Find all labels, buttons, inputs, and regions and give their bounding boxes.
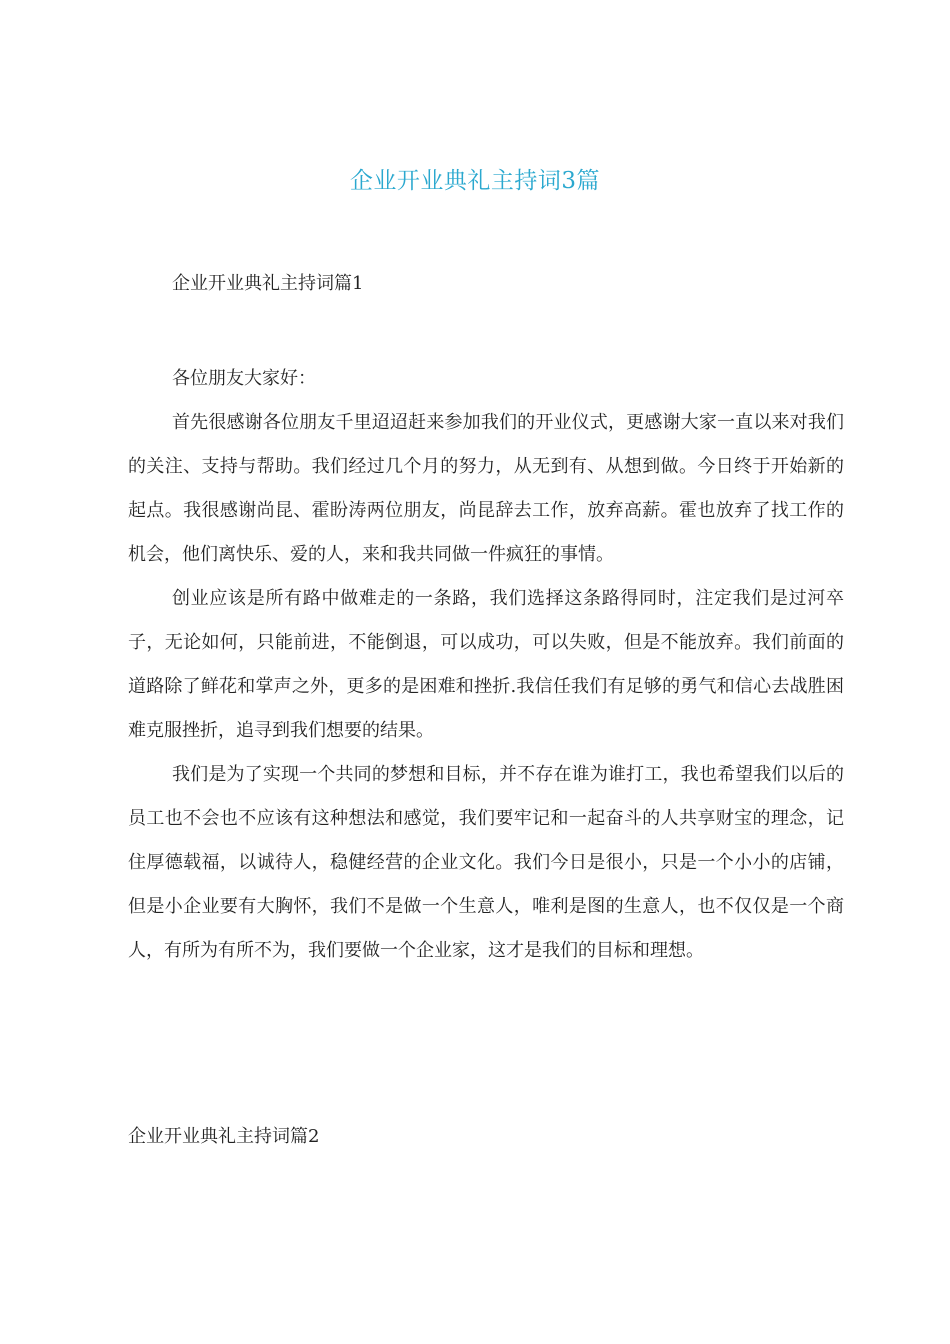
section-1-body — [128, 357, 844, 973]
section-2-heading: 企业开业典礼主持词篇2 — [128, 1126, 320, 1147]
section-1-heading: 企业开业典礼主持词篇1 — [172, 273, 364, 294]
document-title: 企业开业典礼主持词3篇 — [349, 168, 601, 194]
paragraph-1: 首先很感谢各位朋友千里迢迢赶来参加我们的开业仪式，更感谢大家一直以来对我们的关注、支持与帮助。我们经过几个月的努力，从无到有、从想到做。今日终于开始新的起点。我很感谢尚昆、霍盼涛两位朋友，尚昆辞去工作，放弃高薪。霍也放弃了找工作的机会，他们离快乐、爱的人，来和我共同做一件疯狂的事情。 — [128, 412, 844, 565]
paragraph-3: 我们是为了实现一个共同的梦想和目标，并不存在谁为谁打工，我也希望我们以后的员工也不会也不应该有这种想法和感觉，我们要牢记和一起奋斗的人共享财宝的理念，记住厚德载福，以诚待人，稳健经营的企业文化。我们今日是很小，只是一个小小的店铺，但是小企业要有大胸怀，我们不是做一个生意人，唯利是图的生意人，也不仅仅是一个商人，有所为有所不为，我们要做一个企业家，这才是我们的目标和理想。 — [128, 764, 844, 961]
paragraph-2: 创业应该是所有路中做难走的一条路，我们选择这条路得同时，注定我们是过河卒子，无论如何，只能前进，不能倒退，可以成功，可以失败，但是不能放弃。我们前面的道路除了鲜花和掌声之外，更多的是困难和挫折.我信任我们有足够的勇气和信心去战胜困难克服挫折，追寻到我们想要的结果。 — [128, 588, 844, 741]
greeting: 各位朋友大家好： — [172, 368, 316, 389]
